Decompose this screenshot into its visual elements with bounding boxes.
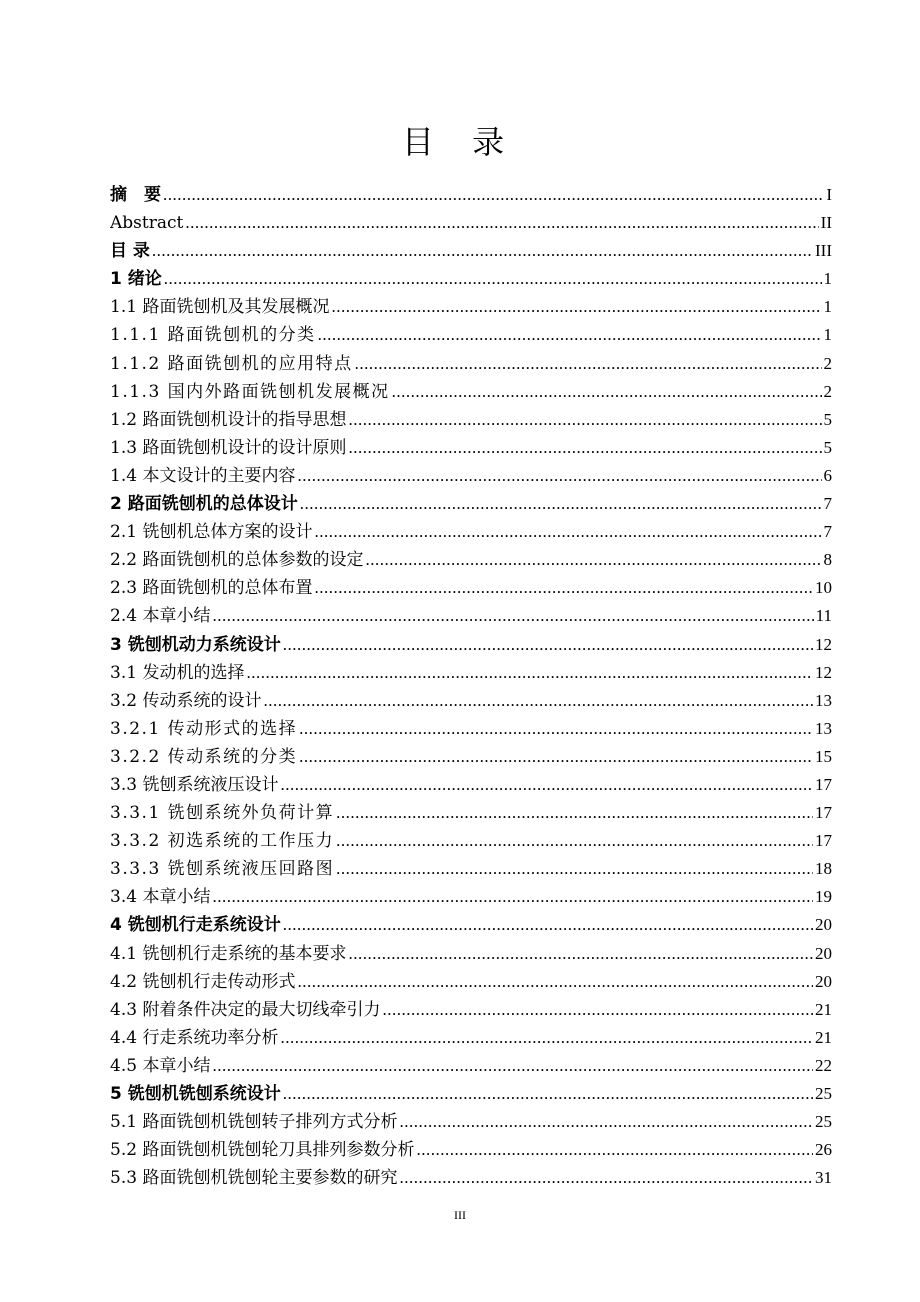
toc-leader-dots [297,462,821,490]
toc-entry-page: 17 [815,831,832,851]
toc-leader-dots [365,546,821,574]
toc-entry[interactable] [110,378,832,406]
toc-leader-dots [392,378,822,406]
toc-entry[interactable] [110,462,832,490]
toc-leader-dots [283,911,813,939]
toc-entry-page: 17 [815,774,832,794]
toc-entry-page: 13 [815,690,832,710]
toc-entry-label: 3.2 传动系统的设计 [110,690,262,711]
toc-leader-dots [263,687,813,715]
toc-leader-dots [399,1108,813,1136]
toc-entry[interactable] [110,715,832,743]
toc-entry[interactable] [110,434,832,462]
toc-entry-label: 3.2.1 传动形式的选择 [110,718,298,739]
toc-leader-dots [416,1136,813,1164]
toc-leader-dots [299,743,813,771]
toc-entry[interactable] [110,911,832,939]
toc-entry-page: 1 [823,325,832,345]
toc-leader-dots [280,1024,813,1052]
toc-entry-label: 1.1.1 路面铣刨机的分类 [110,325,316,346]
toc-entry-page: 20 [815,971,832,991]
toc-entry-label: 4.4 行走系统功率分析 [110,1027,279,1048]
toc-entry[interactable] [110,265,832,293]
toc-entry-label: 1.1.2 路面铣刨机的应用特点 [110,353,353,374]
toc-entry[interactable] [110,743,832,771]
toc-entry[interactable] [110,602,832,630]
toc-leader-dots [348,434,821,462]
toc-entry-label: 1 绪论 [110,269,162,290]
toc-entry[interactable] [110,771,832,799]
page-title: 目 录 [401,123,519,161]
toc-entry[interactable] [110,518,832,546]
toc-entry[interactable] [110,1108,832,1136]
toc-entry[interactable] [110,1164,832,1192]
toc-entry-page: 19 [815,887,832,907]
toc-entry-label: 3.2.2 传动系统的分类 [110,746,298,767]
toc-entry-label: 1.4 本文设计的主要内容 [110,465,296,486]
toc-entry-label: 5 铣刨机铣刨系统设计 [110,1084,281,1104]
toc-entry-page: 18 [815,859,832,879]
toc-leader-dots [283,631,813,659]
toc-entry-label: 3.3.2 初选系统的工作压力 [110,831,335,852]
toc-entry[interactable] [110,968,832,996]
toc-entry-page: 11 [815,606,832,626]
toc-entry[interactable] [110,181,832,209]
toc-leader-dots [348,406,821,434]
toc-entry[interactable] [110,799,832,827]
toc-leader-dots [300,490,822,518]
toc-entry-label: 4.3 附着条件决定的最大切线牵引力 [110,999,381,1020]
toc-entry[interactable] [110,490,832,518]
toc-entry[interactable] [110,546,832,574]
toc-leader-dots [348,940,813,968]
toc-entry-page: 5 [823,437,832,457]
toc-leader-dots [283,1080,813,1108]
toc-leader-dots [382,996,813,1024]
toc-entry-label: 3.3 铣刨系统液压设计 [110,774,279,795]
toc-leader-dots [336,799,813,827]
toc-leader-dots [246,659,813,687]
toc-entry-label: 5.2 路面铣刨机铣刨轮刀具排列参数分析 [110,1140,415,1161]
toc-entry-label: 1.2 路面铣刨机设计的指导思想 [110,409,347,430]
toc-entry-label: 1.1.3 国内外路面铣刨机发展概况 [110,381,390,402]
toc-entry-page: 17 [815,803,832,823]
toc-entry[interactable] [110,940,832,968]
toc-entry[interactable] [110,406,832,434]
toc-entry-page: II [820,213,832,233]
toc-entry[interactable] [110,1080,832,1108]
toc-entry-page: 1 [823,269,832,289]
toc-leader-dots [299,715,813,743]
toc-entry-label: 2.1 铣刨机总体方案的设计 [110,522,313,543]
toc-entry-page: 2 [823,381,832,401]
toc-leader-dots [280,771,813,799]
toc-entry[interactable] [110,855,832,883]
toc-entry-page: 8 [823,550,832,570]
toc-entry-page: 22 [815,1055,832,1075]
toc-entry-page: 13 [815,718,832,738]
toc-entry-page: 6 [823,465,832,485]
toc-entry-page: 1 [823,297,832,317]
toc-entry[interactable] [110,687,832,715]
toc-entry-page: 25 [815,1084,832,1103]
toc-entry-label: 2.4 本章小结 [110,606,211,627]
toc-entry-label: 5.3 路面铣刨机铣刨轮主要参数的研究 [110,1168,398,1189]
toc-leader-dots [297,968,813,996]
toc-entry-label: 4.5 本章小结 [110,1055,211,1076]
toc-entry-page: 10 [815,578,832,598]
toc-entry-page: III [815,241,832,261]
toc-entry-page: 26 [815,1140,832,1160]
toc-entry[interactable] [110,1052,832,1080]
toc-leader-dots [212,602,813,630]
toc-entry-page: 21 [815,999,832,1019]
toc-entry-label: 2.2 路面铣刨机的总体参数的设定 [110,550,364,571]
toc-entry[interactable] [110,237,832,265]
toc-leader-dots [163,181,824,209]
toc-entry[interactable] [110,1136,832,1164]
toc-entry-page: 5 [823,409,832,429]
toc-entry[interactable] [110,1024,832,1052]
toc-entry[interactable] [110,209,832,237]
toc-entry-label: 1.1 路面铣刨机及其发展概况 [110,297,330,318]
toc-leader-dots [318,321,822,349]
toc-entry-page: 20 [815,915,832,935]
toc-leader-dots [355,350,822,378]
toc-entry-page: 20 [815,943,832,963]
toc-entry-label: 1.3 路面铣刨机设计的设计原则 [110,437,347,458]
toc-entry[interactable] [110,883,832,911]
toc-entry-label: 2.3 路面铣刨机的总体布置 [110,578,313,599]
toc-entry-label: 4.2 铣刨机行走传动形式 [110,971,296,992]
toc-entry[interactable] [110,321,832,349]
toc-entry-page: 12 [815,634,832,654]
toc-entry-label: 3.3.3 铣刨系统液压回路图 [110,859,335,880]
toc-entry[interactable] [110,293,832,321]
toc-entry-page: 2 [823,353,832,373]
toc-entry-label: 4 铣刨机行走系统设计 [110,915,281,936]
toc-entry-label: 3.3.1 铣刨系统外负荷计算 [110,803,335,824]
toc-entry-page: 7 [823,522,832,542]
toc-entry-page: 15 [815,746,832,766]
toc-entry[interactable] [110,350,832,378]
toc-leader-dots [336,827,813,855]
toc-entry[interactable] [110,631,832,659]
toc-entry[interactable] [110,996,832,1024]
toc-leader-dots [314,518,821,546]
page-number: III [454,1208,466,1222]
toc-entry-label: 4.1 铣刨机行走系统的基本要求 [110,943,347,964]
toc-leader-dots [336,855,813,883]
toc-entry-page: 7 [823,494,832,514]
toc-entry-label: 5.1 路面铣刨机铣刨转子排列方式分析 [110,1112,398,1133]
toc-entry-label: 目 录 [110,241,150,262]
toc-entry[interactable] [110,574,832,602]
toc-leader-dots [399,1164,813,1192]
toc-entry-label: Abstract [110,213,184,234]
toc-entry-page: 21 [815,1027,832,1047]
toc-entry-page: 12 [815,662,832,682]
toc-entry[interactable] [110,827,832,855]
toc-entry-page: 31 [815,1168,832,1188]
toc-entry-label: 3 铣刨机动力系统设计 [110,634,281,655]
toc-entry[interactable] [110,659,832,687]
toc-leader-dots [164,265,822,293]
toc-entry-label: 3.4 本章小结 [110,887,211,908]
toc-leader-dots [314,574,813,602]
toc-leader-dots [212,1052,813,1080]
toc-leader-dots [185,209,818,237]
toc-entry-page: 25 [815,1112,832,1132]
toc-entry-label: 3.1 发动机的选择 [110,662,245,683]
toc-leader-dots [152,237,813,265]
toc-leader-dots [212,883,813,911]
table-of-contents [110,181,832,1192]
toc-entry-label: 摘 要 [110,185,161,205]
toc-leader-dots [331,293,821,321]
toc-entry-page: I [826,185,832,204]
toc-entry-label: 2 路面铣刨机的总体设计 [110,494,298,515]
